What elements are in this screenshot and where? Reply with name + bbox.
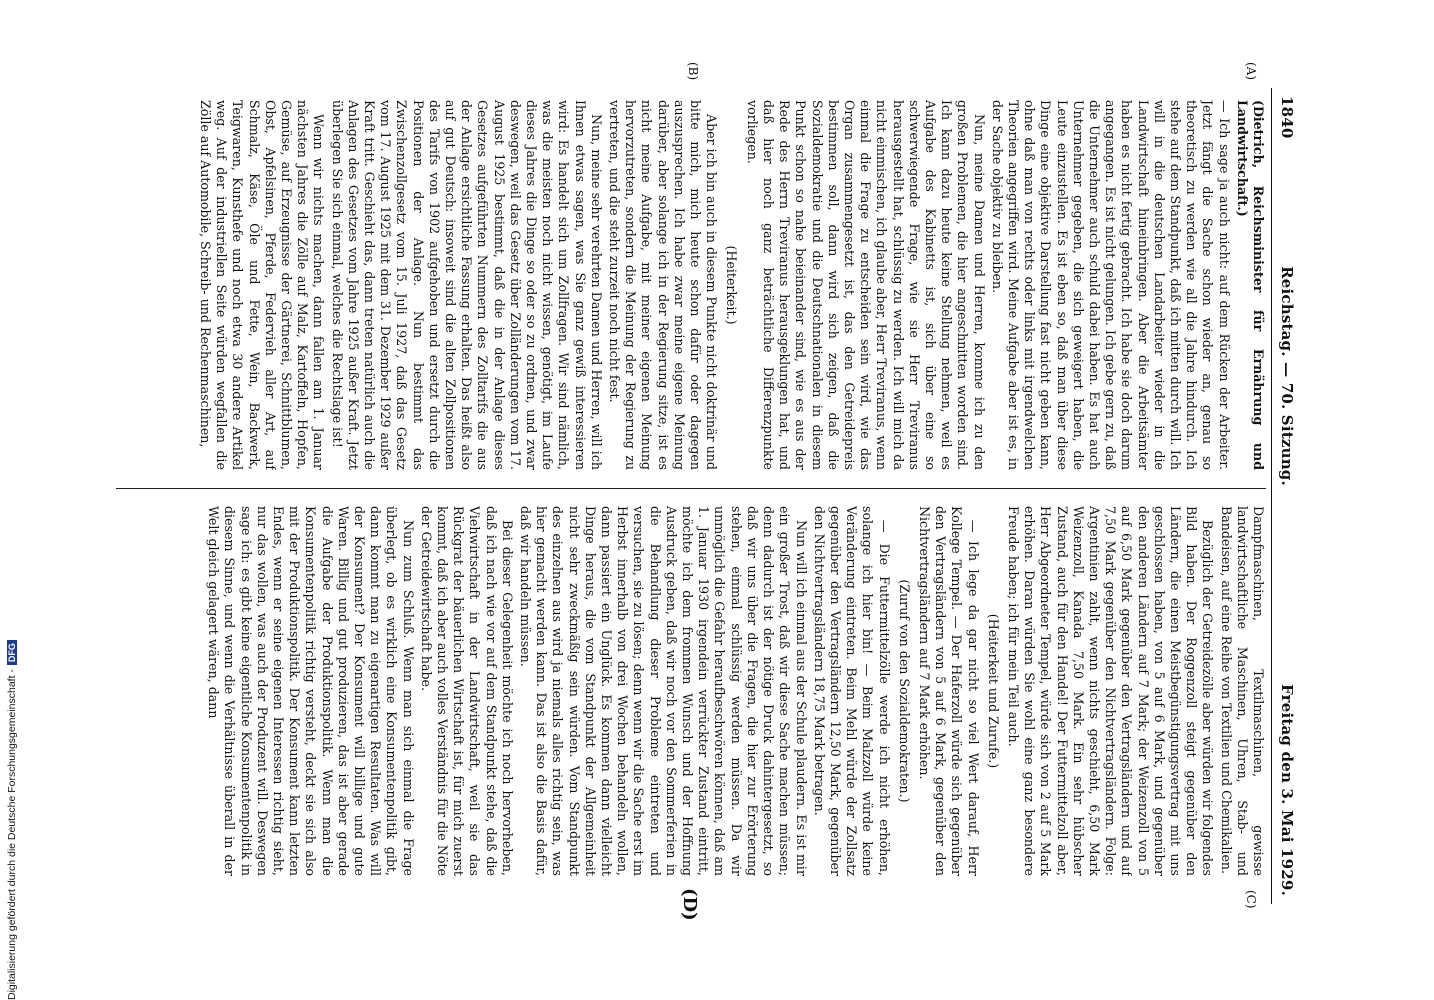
rotated-document-page: [108, 62, 1300, 921]
interjection: (Heiterkeit.): [724, 245, 740, 325]
paragraph: Nun, meine Damen und Herren, komme ich zu den großen Problemen, die hier angeschnitten worden sind. Ich kann dazu heute keine Stellung nehmen, weil es Aufgabe des Kabinetts ist, sich über eine so schwerwiegende Frage, wie sie Herr Treviranus herausgestellt hat, schlüssig zu werden. Ich will mich da nicht einmischen, ich glaube aber, Herr Treviranus, wenn einmal die Frage zu entscheiden sein wird, wie das Organ zusammengesetzt ist, das den Getreidepreis bestimmen soll, dann wird sich zeigen, daß die Sozialdemokratie und die Deutschnationalen in diesem Punkt schon so nahe beieinander sind, wie es aus der Rede des Herrn Treviranus herausgeklungen hat, und daß hier noch ganz beträchtliche Differenzpunkte vorliegen.: [744, 100, 987, 470]
margin-mark-b: (B): [686, 62, 700, 81]
column-divider: [116, 488, 1266, 489]
paragraph: — Ich sage ja auch nicht: auf dem Rücken der Arbeiter. Jetzt fängt die Sache schon wieder an, genau so theoretisch zu werden wie all die Jahre hindurch. Ich stehe auf dem Standpunkt, daß ich mitten durch will. Ich will in die deutschen Landarbeiter wieder in die Landwirtschaft hineinbringen. Aber die Arbeitsämter haben es nicht fertig gebracht. Ich habe sie doch darum angegangen. Es ist nicht gelungen. Ich gebe gern zu, daß die Unternehmer auch schuld dabei haben. Es hat auch Unternehmer gegeben, die sich geweigert haben, die Leute einzustellen. Es ist eben so, daß man über diese Dinge eine objektive Darstellung fast nicht geben kann, ohne daß man von rechts oder links mit irgendwelchen Theorien angegriffen wird. Meine Aufgabe aber ist es, in der Sache objektiv zu bleiben.: [989, 100, 1232, 470]
header-rule: [1271, 88, 1272, 904]
credit-text: Digitalisierung gefördert durch die Deutsche Forschungsgemeinschaft -: [6, 669, 18, 1000]
paragraph: Bei dieser Gelegenheit möchte ich noch hervorheben, daß ich nach wie vor auf dem Standpunkt stehe, daß die Viehwirtschaft in der Landwirtschaft, weil sie das Rückgrat der bäuerlichen Wirtschaft ist, für mich zuerst kommt, daß ich aber auch volles Verständnis für die Nöte der Getreidewirtschaft habe.: [418, 506, 515, 876]
paragraph: Wenn wir nichts machen, dann fallen am 1. Januar nächsten Jahres die Zölle auf Malz, Kartoffeln, Hopfen, Gemüse, auf Erzeugnisse der Gärtnerei, Schnittblumen, Obst, Apfelsinen, Pferde, Federvieh aller Art, auf Schmalz, Käse, Öle und Fette, Wein, Backwerk, Teigwaren, Kunsthefe und noch etwa 30 andere Artikel weg. Auf der industriellen Seite würden wegfallen die Zölle auf Automobile, Schreib- und Rechenmaschinen,: [198, 100, 327, 470]
right-column: [116, 506, 1266, 876]
speaker-line: (Dietrich, Reichsminister für Ernährung und Landwirtschaft.): [1234, 100, 1266, 470]
running-head: [1274, 96, 1300, 896]
session-date: Freitag den 3. Mai 1929.: [1278, 684, 1296, 896]
paragraph: Dampfmaschinen, Textilmaschinen, gewisse landwirtschaftliche Maschinen, Uhren, Stab- und Bandeisen, auf eine Reihe von Textilien und Chemikalien.: [1218, 506, 1266, 876]
digitization-credit: [6, 640, 18, 1000]
paragraph: Bezüglich der Getreidezölle aber würden wir folgendes Bild haben. Der Roggenzoll steigt gegenüber den Ländern, die einen Meistbegünstigungsvertrag mit uns geschlossen haben, von 5 auf 6 Mark, und gegenüber den anderen Ländern auf 7 Mark; der Weizenzoll von 5 auf 6,50 Mark gegenüber den Vertragsländern und auf 7,50 Mark gegenüber den Nichtvertragsländern. Folge: Argentinien zahlt, wenn nichts geschieht, 6,50 Mark Weizenzoll, Kanada 7,50 Mark. Ein sehr hübscher Zustand, auch für den Handel! Der Futtermittelzoll aber, Herr Abgeordneter Tempel, würde sich von 2 auf 5 Mark erhöhen. Daran würden Sie wohl eine ganz besondere Freude haben; ich für mein Teil auch.: [1005, 506, 1216, 876]
paragraph: Nun, meine sehr verehrten Damen und Herren, will ich Ihnen etwas sagen, was Sie ganz gewiß interessieren wird: Es handelt sich um Zollfragen. Wir sind nämlich, was die meisten noch nicht wissen, genötigt, im Laufe dieses Jahres die Dinge so oder so zu ordnen, und zwar deswegen, weil das Gesetz über Zolländerungen vom 17. August 1925 bestimmt, daß die in der Anlage dieses Gesetzes aufgeführten Nummern des Zolltarifs die aus der Anlage ersichtliche Fassung erhalten. Das heißt also auf gut Deutsch: insoweit sind die alten Zollpositionen des Tarifs von 1902 aufgehoben und ersetzt durch die Positionen der Anlage. Nun bestimmt das Zwischenzollgesetz vom 15. Juli 1927, daß das Gesetz vom 17. August 1925 mit dem 31. Dezember 1929 außer Kraft tritt. Geschieht das, dann treten natürlich auch die Anlagen des Gesetzes vom Jahre 1925 außer Kraft. Jetzt überlegen Sie sich einmal, welches die Rechtslage ist!: [329, 100, 604, 470]
page-title: Reichstag. — 70. Sitzung.: [1278, 266, 1296, 486]
interjection: (Heiterkeit und Zurufe.): [985, 613, 1001, 769]
paragraph: Nun will ich einmal aus der Schule plaudern. Es ist mir ein großer Trost, daß wir diese Sache machen müssen; denn dadurch ist der nötige Druck dahintergesetzt, so daß wir uns über die Fragen, die hier zur Erörterung stehen, einmal schlüssig werden müssen. Da wir unmöglich die Gefahr heraufbeschwören können, daß am 1. Januar 1930 irgendein verrückter Zustand eintritt, möchte ich dem frommen Wunsch und der Hoffnung Ausdruck geben, daß wir noch vor den Sommerferien in die Behandlung dieser Probleme eintreten und versuchen, sie zu lösen; denn wenn wir die Sache erst im Herbst innerhalb von drei Wochen behandeln wollen, dann passiert ein Unglück. Es kommen dann vielleicht Dinge heraus, die vom Standpunkt der Allgemeinheit nicht sehr zweckmäßig sein würden. Vom Standpunkt des einzelnen aus wird ja niemals alles richtig sein, was hier gemacht werden kann. Das ist also die Basis dafür, daß wir handeln müssen.: [518, 506, 809, 876]
margin-mark-a: (A): [1244, 62, 1258, 81]
paragraph: Aber ich bin auch in diesem Punkte nicht doktrinär und bitte mich, mich heute schon dafür oder dagegen auszusprechen. Ich habe zwar meine eigene Meinung darüber, aber solange ich in der Regierung sitze, ist es nicht meine Aufgabe, mit meiner eigenen Meinung hervorzutreten, sondern die Meinung der Regierung zu vertreten, und die steht zurzeit noch nicht fest.: [607, 100, 720, 470]
dfg-logo: DFG: [7, 640, 17, 665]
left-column: [116, 100, 1266, 470]
margin-mark-d: (D): [679, 888, 700, 921]
paragraph: Nun zum Schluß. Wenn man sich einmal die Frage überlegt, ob es wirklich eine Konsumentenpolitik gibt, dann kommt man zu eigenartigen Resultaten. Was will der Konsument? Der Konsument will billige und gute Waren. Billig und gut produzieren, das ist aber gerade die Aufgabe der Produktionspolitik. Wenn man die Konsumentenpolitik richtig versteht, deckt sie sich also mit der Produktionspolitik. Der Konsument kann letzten Endes, wenn er seine eigenen Interessen richtig sieht, nur das wollen, was auch der Produzent will. Deswegen sage ich: es gibt keine eigentliche Konsumentenpolitik in diesem Sinne, und wenn die Verhältnisse überall in der Welt gleich gelagert wären, dann: [206, 506, 416, 876]
paragraph: — Die Futtermittelzölle werde ich nicht erhöhen, solange ich hier bin! — Beim Malzzoll würde keine Veränderung eintreten. Beim Mehl würde der Zollsatz gegenüber den Vertragsländern 12,50 Mark, gegenüber den Nichtvertragsländern 18,75 Mark betragen.: [811, 506, 892, 876]
page-number: 1840: [1278, 96, 1296, 139]
margin-mark-c: (C): [1244, 890, 1258, 909]
interjection: (Zuruf von den Sozialdemokraten.): [896, 579, 912, 803]
paragraph: — Ich lege da gar nicht so viel Wert darauf, Herr Kollege Tempel. — Der Haferzoll würde sich gegenüber den Vertragsländern von 5 auf 6 Mark, gegenüber den Nichtvertragsländern auf 7 Mark erhöhen.: [916, 506, 981, 876]
